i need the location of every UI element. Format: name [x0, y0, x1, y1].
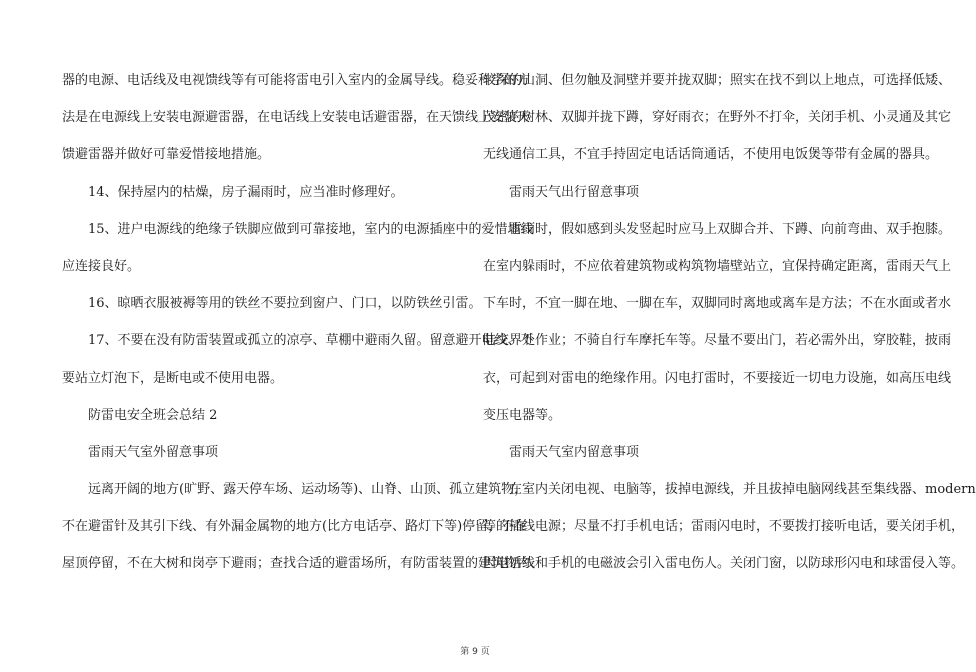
text-line: 因电话线和手机的电磁波会引入雷电伤人。关闭门窗，以防球形闪电和球雷侵入等。	[483, 556, 965, 572]
text-line: 在室内关闭电视、电脑等，拔掉电源线，并且拔掉电脑网线甚至集线器、modern	[509, 482, 976, 498]
text-line: 雷雨天气室内留意事项	[509, 444, 640, 460]
text-line: 器的电源、电话线及电视馈线等有可能将雷电引入室内的金属导线。稳妥科学的方	[62, 73, 531, 88]
text-line: 15、进户电源线的绝缘子铁脚应做到可靠接地，室内的电源插座中的爱惜地线	[88, 221, 534, 237]
text-line: 要站立灯泡下，是断电或不使用电器。	[62, 370, 284, 386]
text-line: 法是在电源线上安装电源避雷器，在电话线上安装电话避雷器，在天馈线上安装天	[62, 110, 531, 126]
page-number: 第 9 页	[460, 647, 490, 657]
text-line: 不在避雷针及其引下线、有外漏金属物的地方(比方电话亭、路灯下等)停留，不在	[62, 519, 528, 535]
text-line: 应连接良好。	[62, 258, 141, 274]
text-line: 14、保持屋内的枯燥，房子漏雨时，应当准时修理好。	[88, 184, 404, 200]
text-line: 较深的山洞、但勿触及洞壁并要并拢双脚；照实在找不到以上地点，可选择低矮、	[483, 73, 952, 88]
text-line: 茂密的树林、双脚并拢下蹲，穿好雨衣；在野外不打伞，关闭手机、小灵通及其它	[483, 110, 952, 126]
text-line: 雷雨时，假如感到头发竖起时应马上双脚合并、下蹲、向前弯曲、双手抱膝。	[509, 221, 952, 237]
text-line: 雷雨天气室外留意事项	[88, 444, 219, 460]
text-line: 雷雨天气出行留意事项	[509, 184, 640, 200]
right-column	[483, 62, 976, 583]
text-line: 馈避雷器并做好可靠爱惜接地措施。	[62, 147, 271, 163]
text-line: 17、不要在没有防雷装置或孤立的凉亭、草棚中避雨久留。留意避开电线、不	[88, 333, 534, 349]
text-line: 等的插线电源；尽量不打手机电话；雷雨闪电时，不要拨打接听电话，要关闭手机，	[483, 519, 965, 535]
text-line: 16、晾晒衣服被褥等用的铁丝不要拉到窗户、门口，以防铁丝引雷。	[88, 296, 482, 312]
text-line: 无线通信工具，不宜手持固定电话话筒通话，不使用电饭煲等带有金属的器具。	[483, 147, 939, 163]
text-line: 屋顶停留，不在大树和岗亭下避雨；查找合适的避雷场所，有防雷装置的建筑物内、	[62, 556, 544, 572]
text-line: 远离开阔的地方(旷野、露天停车场、运动场等)、山脊、山顶、孤立建筑物，	[88, 482, 528, 498]
text-line: 下车时，不宜一脚在地、一脚在车，双脚同时离地或离车是方法；不在水面或者水	[483, 296, 952, 312]
text-line: 防雷电安全班会总结 2	[88, 407, 218, 423]
text-line: 陆交界处作业；不骑自行车摩托车等。尽量不要出门，若必需外出，穿胶鞋，披雨	[483, 333, 952, 349]
text-line: 变压电器等。	[483, 407, 562, 423]
text-line: 在室内躲雨时，不应依着建筑物或构筑物墙壁站立，宜保持确定距离，雷雨天气上	[483, 258, 952, 274]
text-line: 衣，可起到对雷电的绝缘作用。闪电打雷时，不要接近一切电力设施，如高压电线	[483, 370, 952, 386]
